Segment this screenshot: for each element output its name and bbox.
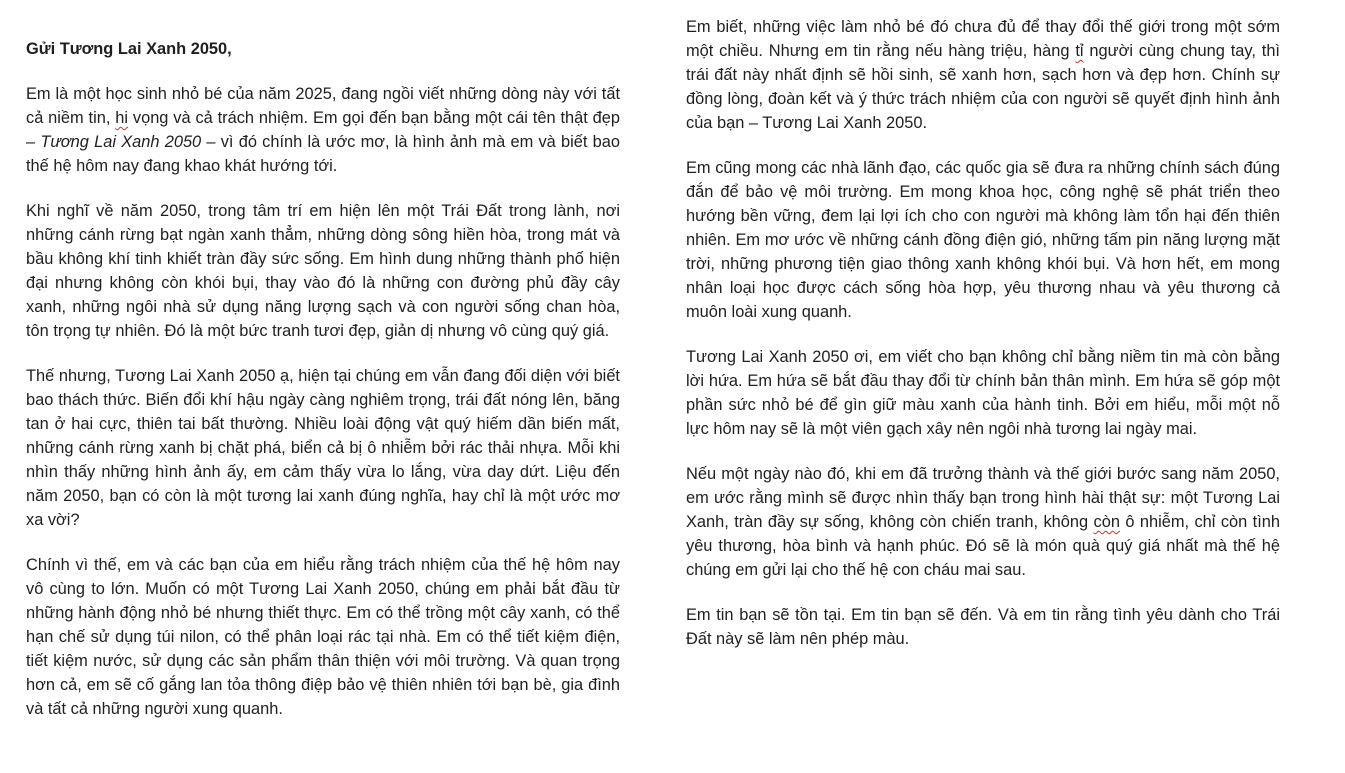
spellcheck-flagged-word[interactable]: hi [115, 109, 129, 127]
text-run: vọng và cả trách nhiệm. Em gọi đến bạn bằng một cái tên thật đẹp – [26, 109, 620, 151]
letter-salutation: Gửi Tương Lai Xanh 2050, [26, 40, 232, 58]
left-text-column [26, 0, 620, 742]
text-run: Em biết, những việc làm nhỏ bé đó chưa đủ để thay đổi thế giới trong một sớm một chiều. Nhưng em tin rằng nếu hàng triệu, hàng [686, 18, 1280, 60]
paragraph-future-wish [686, 462, 1280, 582]
text-run: Em là một học sinh nhỏ bé của năm 2025, đang ngồi viết những dòng này với tất cả niềm tin, [26, 85, 620, 127]
text-run: – vì đó chính là ước mơ, là hình ảnh mà em và biết bao thế hệ hôm nay đang khao khát hướng tới. [26, 133, 620, 175]
paragraph-intro [26, 82, 620, 178]
italic-title: Tương Lai Xanh 2050 [40, 133, 202, 151]
paragraph-promise: Tương Lai Xanh 2050 ơi, em viết cho bạn không chỉ bằng niềm tin mà còn bằng lời hứa. Em hứa sẽ bắt đầu thay đổi từ chính bản thân mình. Em hứa sẽ góp một phần sức nhỏ bé để gìn giữ màu xanh của hành tinh. Bởi em hiểu, mỗi một nỗ lực hôm nay sẽ là một viên gạch xây nên ngôi nhà tương lai ngày mai. [686, 348, 1280, 438]
text-run: người cùng chung tay, thì trái đất này nhất định sẽ hồi sinh, sẽ xanh hơn, sạch hơn và đẹp hơn. Chính sự đồng lòng, đoàn kết và ý thức trách nhiệm của con người sẽ quyết định hình ảnh của bạn – Tương Lai Xanh 2050. [686, 42, 1280, 132]
paragraph-closing: Em tin bạn sẽ tồn tại. Em tin bạn sẽ đến. Và em tin rằng tình yêu dành cho Trái Đất này sẽ làm nên phép màu. [686, 606, 1280, 648]
paragraph-hopes: Em cũng mong các nhà lãnh đạo, các quốc gia sẽ đưa ra những chính sách đúng đắn để bảo vệ môi trường. Em mong khoa học, công nghệ sẽ phát triển theo hướng bền vững, đem lại lợi ích cho con người mà không làm tổn hại đến thiên nhiên. Em mơ ước về những cánh đồng điện gió, những tấm pin năng lượng mặt trời, những phương tiện giao thông xanh không khói bụi. Và hơn hết, em mong nhân loại học được cách sống hòa hợp, yêu thương nhau và yêu thương cả muôn loài xung quanh. [686, 159, 1280, 321]
paragraph-vision: Khi nghĩ về năm 2050, trong tâm trí em hiện lên một Trái Đất trong lành, nơi những cánh rừng bạt ngàn xanh thẳm, những dòng sông hiền hòa, trong mát và bầu không khí tinh khiết tràn đầy sức sống. Em hình dung những thành phố hiện đại nhưng không còn khói bụi, thay vào đó là những con đường phủ đầy cây xanh, những ngôi nhà sử dụng năng lượng sạch và con người sống chan hòa, tôn trọng tự nhiên. Đó là một bức tranh tươi đẹp, giản dị nhưng vô cùng quý giá. [26, 202, 620, 340]
paragraph-responsibility: Chính vì thế, em và các bạn của em hiểu rằng trách nhiệm của thế hệ hôm nay vô cùng to lớn. Muốn có một Tương Lai Xanh 2050, chúng em phải bắt đầu từ những hành động nhỏ bé nhưng thiết thực. Em có thể trồng một cây xanh, có thể hạn chế sử dụng túi nilon, có thể phân loại rác tại nhà. Em có thể tiết kiệm điện, tiết kiệm nước, sử dụng các sản phẩm thân thiện với môi trường. Và quan trọng hơn cả, em sẽ cố gắng lan tỏa thông điệp bảo vệ thiên nhiên tới bạn bè, gia đình và tất cả những người xung quanh. [26, 556, 620, 718]
spellcheck-flagged-word[interactable]: còn [1093, 513, 1120, 531]
text-run: Nếu một ngày nào đó, khi em đã trưởng thành và thế giới bước sang năm 2050, em ước rằng mình sẽ được nhìn thấy bạn trong hình hài thật sự: một Tương Lai Xanh, tràn đầy sự sống, không còn chiến tranh, không [686, 465, 1280, 531]
right-text-column [686, 0, 1280, 672]
paragraph-belief [686, 15, 1280, 135]
text-run: ô nhiễm, chỉ còn tình yêu thương, hòa bình và hạnh phúc. Đó sẽ là món quà quý giá nhất mà thế hệ chúng em gửi lại cho thế hệ con cháu mai sau. [686, 513, 1280, 579]
spellcheck-flagged-word[interactable]: tỉ [1075, 42, 1084, 60]
paragraph-challenges: Thế nhưng, Tương Lai Xanh 2050 ạ, hiện tại chúng em vẫn đang đối diện với biết bao thách thức. Biến đổi khí hậu ngày càng nghiêm trọng, trái đất nóng lên, băng tan ở hai cực, thiên tai bất thường. Nhiều loài động vật quý hiếm dần biến mất, những cánh rừng xanh bị chặt phá, biển cả bị ô nhiễm bởi rác thải nhựa. Mỗi khi nhìn thấy những hình ảnh ấy, em cảm thấy vừa lo lắng, vừa day dứt. Liệu đến năm 2050, bạn có còn là một tương lai xanh đúng nghĩa, hay chỉ là một ước mơ xa vời? [26, 367, 620, 529]
